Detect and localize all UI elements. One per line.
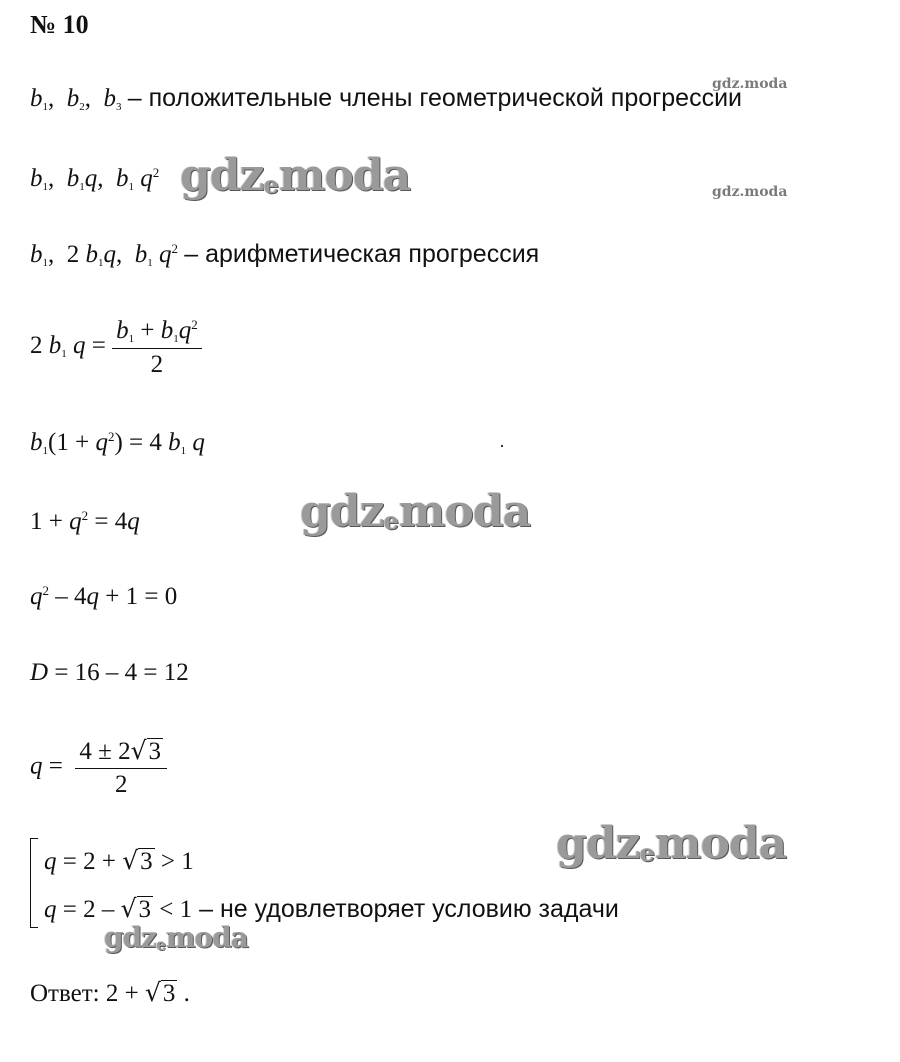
stray-dot	[501, 445, 503, 447]
line-5: $b_1(1 + q^2) = 4$ $b_1$ q	[30, 429, 205, 457]
fraction: $\frac{b_1 + b_1q^2}{2}$	[112, 318, 202, 377]
case-1: q = 2 + √3 > 1	[44, 846, 194, 875]
line-6: $1 + q^2 = 4q$	[30, 508, 140, 535]
watermark-small: gdz.moda	[712, 76, 788, 92]
line-4: 2 $b_1$ q = $\frac{b_1 + b_1q^2}{2}$	[30, 318, 202, 377]
watermark-large: gdzemoda	[180, 150, 411, 201]
line-8: D = 16 – 4 = 12	[30, 659, 189, 686]
line-3: $b_1$, 2 $b_1q$, $b_1$ $q^2$ – арифметическая прогрессия	[30, 240, 540, 269]
watermark-small: gdz.moda	[712, 184, 788, 200]
line-1: $b_1$, $b_2$, $b_3$ – положительные члены геометрической прогрессии	[30, 84, 743, 113]
line-9: q = $\frac{4 \pm 2√3}{2}$	[30, 738, 167, 797]
watermark-large: gdzemoda	[300, 486, 531, 537]
line-7: $q^2 - 4q + 1 = 0$	[30, 583, 178, 610]
line-2: $b_1$, $b_1q$, $b_1$ $q^2$	[30, 165, 160, 193]
case-bracket	[30, 838, 38, 928]
answer: Ответ: 2 + √3 .	[30, 978, 190, 1007]
case-2: q = 2 – √3 < 1 – не удовлетворяет условию задачи	[44, 894, 619, 923]
watermark-medium: gdzemoda	[104, 921, 248, 954]
watermark-large: gdzemoda	[556, 818, 787, 869]
fraction: $\frac{4 \pm 2√3}{2}$	[75, 738, 167, 797]
problem-number: № 10	[30, 10, 89, 39]
